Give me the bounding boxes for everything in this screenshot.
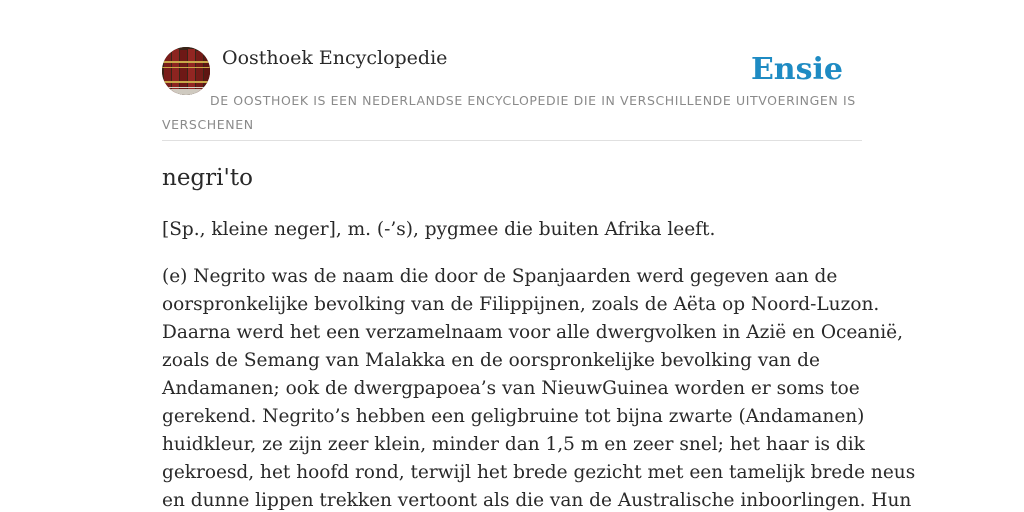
article-body [162, 263, 916, 512]
article-body-line: huidkleur, ze zijn zeer klein, minder dan 1,5 m en zeer snel; het haar is dik [162, 434, 865, 455]
article-body-line: zoals de Semang van Malakka en de oorspronkelijke bevolking van de [162, 350, 820, 371]
site-tagline: DE OOSTHOEK IS EEN NEDERLANDSE ENCYCLOPEDIE DIE IN VERSCHILLENDE UITVOERINGEN IS VERSCHENEN [162, 93, 856, 132]
article-body-line: (e) Negrito was de naam die door de Spanjaarden werd gegeven aan de [162, 266, 838, 287]
article-body-line: en dunne lippen trekken vertoont als die van de Australische inboorlingen. Hun [162, 490, 912, 511]
article-body-line: Daarna werd het een verzamelnaam voor alle dwergvolken in Azië en Oceanië, [162, 322, 903, 343]
site-header [162, 0, 862, 141]
site-avatar[interactable] [162, 47, 210, 95]
article-body-line: Andamanen; ook de dwergpapoea’s van NieuwGuinea worden er soms toe [162, 378, 860, 399]
article-title: negri'to [162, 165, 253, 191]
article-body-line: gekroesd, het hoofd rond, terwijl het brede gezicht met een tamelijk brede neus [162, 462, 916, 483]
article-body-line: gerekend. Negrito’s hebben een geligbruine tot bijna zwarte (Andamanen) [162, 406, 865, 427]
book-spines-icon [162, 47, 210, 95]
article-definition: [Sp., kleine neger], m. (-’s), pygmee die buiten Afrika leeft. [162, 219, 716, 240]
article-body-line: oorspronkelijke bevolking van de Filippijnen, zoals de Aëta op Noord-Luzon. [162, 294, 880, 315]
brand-logo-link[interactable]: Ensie [750, 52, 843, 87]
site-name[interactable]: Oosthoek Encyclopedie [222, 47, 448, 69]
page-container [162, 0, 916, 511]
